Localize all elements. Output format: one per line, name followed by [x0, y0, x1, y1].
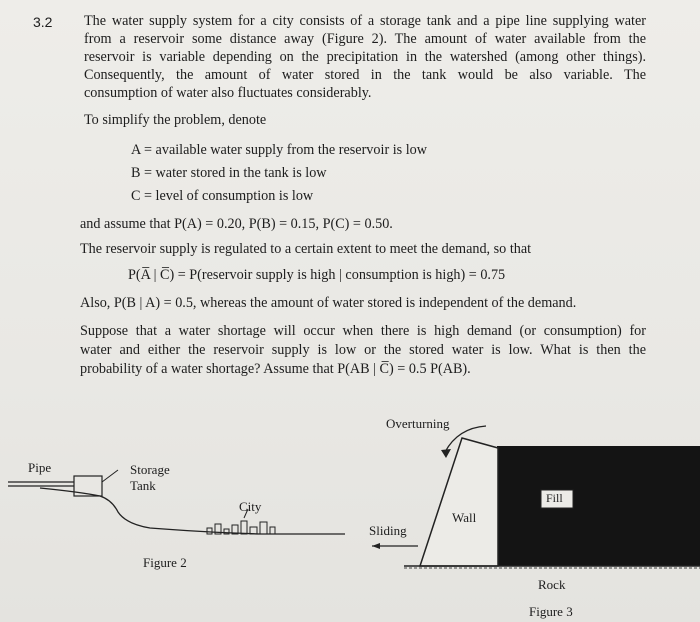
paragraph-line: consumption of water also fluctuates considerably. [84, 85, 372, 101]
storage-label: Storage [130, 462, 170, 477]
assumption-text: and assume that P(A) = 0.20, P(B) = 0.15, P(C) = 0.50. [80, 216, 393, 232]
paragraph-line: Consequently, the amount of water stored in the tank would be also variable. The [84, 67, 646, 83]
figure-3-caption: Figure 3 [529, 604, 573, 619]
independence-text: Also, P(B | A) = 0.5, whereas the amount of water stored is independent of the demand. [80, 295, 577, 311]
paragraph-line: The water supply system for a city consists of a storage tank and a pipe line supplying water [84, 13, 646, 29]
rock-label: Rock [538, 577, 566, 592]
tank-label: Tank [130, 478, 156, 493]
question-line: water and either the reservoir supply is low or the stored water is low. What is then the [80, 342, 646, 358]
sliding-label: Sliding [369, 523, 407, 538]
question-line: probability of a water shortage? Assume that P(AB | C̅) = 0.5 P(AB). [80, 361, 471, 377]
pipe-label: Pipe [28, 460, 52, 475]
figure-2-diagram [8, 470, 345, 534]
overturning-label: Overturning [386, 416, 450, 431]
figure-2-caption: Figure 2 [143, 555, 187, 570]
simplify-text: To simplify the problem, denote [84, 112, 267, 128]
definition-a: A = available water supply from the reservoir is low [131, 142, 428, 158]
city-label: City [239, 499, 262, 514]
definition-c: C = level of consumption is low [131, 188, 314, 204]
wall-label: Wall [452, 510, 477, 525]
regulation-text: The reservoir supply is regulated to a certain extent to meet the demand, so that [80, 241, 532, 257]
problem-number: 3.2 [33, 14, 53, 30]
paragraph-line: reservoir is variable depending on the precipitation in the watershed (among other things). [84, 49, 646, 65]
fill-label: Fill [546, 491, 563, 505]
conditional-probability: P(A̅ | C̅) = P(reservoir supply is high | consumption is high) = 0.75 [128, 267, 506, 283]
definition-b: B = water stored in the tank is low [131, 165, 327, 181]
figure-3-diagram [372, 426, 700, 568]
question-line: Suppose that a water shortage will occur when there is high demand (or consumption) for [80, 323, 646, 339]
paragraph-line: from a reservoir some distance away (Figure 2). The amount of water available from the [84, 31, 646, 47]
